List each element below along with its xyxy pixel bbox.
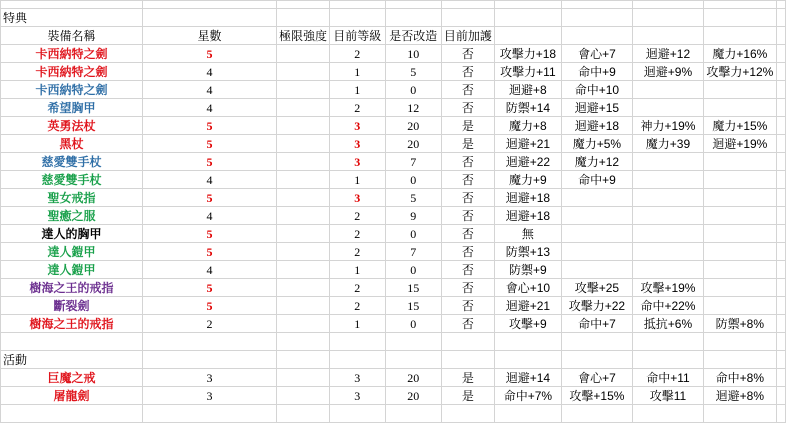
limit-strength-cell[interactable]: 3 xyxy=(330,117,386,135)
empty-cell[interactable] xyxy=(561,1,632,9)
buff-cell[interactable]: 攻擊力+18 xyxy=(494,45,561,63)
modified-cell[interactable]: 否 xyxy=(441,99,494,117)
empty-cell[interactable] xyxy=(776,387,785,405)
modified-cell[interactable]: 否 xyxy=(441,81,494,99)
buff-cell[interactable] xyxy=(633,225,704,243)
modified-cell[interactable]: 是 xyxy=(441,387,494,405)
stars-cell[interactable]: 5 xyxy=(142,135,276,153)
empty-cell[interactable] xyxy=(494,405,561,423)
section-row xyxy=(1,351,786,369)
empty-cell[interactable] xyxy=(561,333,632,351)
empty-cell[interactable] xyxy=(776,45,785,63)
modified-cell[interactable]: 否 xyxy=(441,45,494,63)
table-row xyxy=(1,279,786,297)
buff-cell[interactable] xyxy=(561,207,632,225)
spacer-cell[interactable] xyxy=(277,63,330,81)
empty-cell[interactable] xyxy=(277,351,330,369)
buff-cell[interactable]: 防禦+9 xyxy=(494,261,561,279)
current-level-cell[interactable]: 5 xyxy=(385,189,441,207)
equipment-name-cell[interactable]: 樹海之王的戒指 xyxy=(1,279,143,297)
empty-cell[interactable] xyxy=(142,333,276,351)
empty-cell[interactable] xyxy=(142,405,276,423)
table-row xyxy=(1,63,786,81)
spacer-cell[interactable] xyxy=(277,117,330,135)
empty-cell[interactable] xyxy=(776,279,785,297)
limit-strength-cell[interactable]: 1 xyxy=(330,171,386,189)
stars-cell[interactable]: 5 xyxy=(142,153,276,171)
spacer-cell[interactable] xyxy=(277,225,330,243)
spacer-cell[interactable] xyxy=(277,261,330,279)
spacer-cell[interactable] xyxy=(277,99,330,117)
spacer-cell[interactable] xyxy=(277,81,330,99)
buff-cell[interactable]: 會心+7 xyxy=(561,45,632,63)
buff-cell[interactable]: 會心+7 xyxy=(561,369,632,387)
buff-cell[interactable] xyxy=(703,171,776,189)
empty-cell[interactable] xyxy=(776,315,785,333)
empty-cell[interactable] xyxy=(441,351,494,369)
stars-cell[interactable]: 3 xyxy=(142,387,276,405)
current-level-cell[interactable]: 20 xyxy=(385,387,441,405)
stars-cell[interactable]: 4 xyxy=(142,207,276,225)
buff-cell[interactable]: 防禦+14 xyxy=(494,99,561,117)
buff-cell[interactable]: 防禦+13 xyxy=(494,243,561,261)
table-row xyxy=(1,189,786,207)
empty-cell[interactable] xyxy=(633,405,704,423)
modified-cell[interactable]: 是 xyxy=(441,135,494,153)
empty-cell[interactable] xyxy=(776,9,785,27)
equipment-name-cell[interactable]: 黑杖 xyxy=(1,135,143,153)
current-level-cell[interactable]: 0 xyxy=(385,171,441,189)
empty-cell[interactable] xyxy=(633,9,704,27)
empty-cell[interactable] xyxy=(703,351,776,369)
section-row xyxy=(1,9,786,27)
current-level-cell[interactable]: 20 xyxy=(385,369,441,387)
buff-cell[interactable]: 迴避+21 xyxy=(494,297,561,315)
buff-cell[interactable]: 命中+22% xyxy=(633,297,704,315)
limit-strength-cell[interactable]: 2 xyxy=(330,45,386,63)
buff-cell[interactable]: 迴避+15 xyxy=(561,99,632,117)
stars-cell[interactable]: 4 xyxy=(142,63,276,81)
empty-cell[interactable] xyxy=(330,351,386,369)
limit-strength-cell[interactable]: 3 xyxy=(330,135,386,153)
buff-cell[interactable]: 迴避+14 xyxy=(494,369,561,387)
current-level-cell[interactable]: 15 xyxy=(385,297,441,315)
buff-cell[interactable]: 迴避+8 xyxy=(494,81,561,99)
stars-cell[interactable]: 4 xyxy=(142,171,276,189)
empty-cell[interactable] xyxy=(776,333,785,351)
section-title-event[interactable]: 活動 xyxy=(1,351,143,369)
equipment-name-cell[interactable]: 達人的胸甲 xyxy=(1,225,143,243)
empty-cell[interactable] xyxy=(776,189,785,207)
table-row xyxy=(1,117,786,135)
table-row xyxy=(1,135,786,153)
empty-cell[interactable] xyxy=(776,171,785,189)
spacer-cell[interactable] xyxy=(277,171,330,189)
table-row xyxy=(1,81,786,99)
limit-strength-cell[interactable]: 3 xyxy=(330,387,386,405)
empty-cell[interactable] xyxy=(776,297,785,315)
empty-cell[interactable] xyxy=(703,1,776,9)
empty-cell[interactable] xyxy=(330,9,386,27)
table-row xyxy=(1,99,786,117)
table-row xyxy=(1,387,786,405)
empty-cell[interactable] xyxy=(494,9,561,27)
empty-cell[interactable] xyxy=(776,135,785,153)
empty-cell[interactable] xyxy=(441,1,494,9)
buff-cell[interactable] xyxy=(561,261,632,279)
buff-cell[interactable]: 攻擊11 xyxy=(633,387,704,405)
modified-cell[interactable]: 是 xyxy=(441,369,494,387)
stars-cell[interactable]: 5 xyxy=(142,117,276,135)
buff-cell[interactable]: 迴避+8% xyxy=(703,387,776,405)
table-row xyxy=(1,171,786,189)
table-row xyxy=(1,243,786,261)
spacer-cell[interactable] xyxy=(277,207,330,225)
buff-cell[interactable]: 防禦+8% xyxy=(703,315,776,333)
empty-cell[interactable] xyxy=(330,1,386,9)
limit-strength-cell[interactable]: 3 xyxy=(330,189,386,207)
buff-cell[interactable]: 命中+11 xyxy=(633,369,704,387)
spacer-cell[interactable] xyxy=(277,243,330,261)
section-title-special[interactable]: 特典 xyxy=(1,9,143,27)
modified-cell[interactable]: 是 xyxy=(441,117,494,135)
buff-cell[interactable]: 攻擊+25 xyxy=(561,279,632,297)
modified-cell[interactable]: 否 xyxy=(441,261,494,279)
modified-cell[interactable]: 否 xyxy=(441,297,494,315)
buff-cell[interactable]: 命中+10 xyxy=(561,81,632,99)
buff-cell[interactable] xyxy=(561,225,632,243)
stars-cell[interactable]: 5 xyxy=(142,279,276,297)
empty-cell[interactable] xyxy=(561,9,632,27)
equipment-name-cell[interactable]: 卡西納特之劍 xyxy=(1,63,143,81)
buff-cell[interactable] xyxy=(633,153,704,171)
empty-cell[interactable] xyxy=(776,261,785,279)
empty-cell[interactable] xyxy=(277,405,330,423)
stars-cell[interactable]: 5 xyxy=(142,297,276,315)
stars-cell[interactable]: 2 xyxy=(142,315,276,333)
buff-cell[interactable]: 迴避+18 xyxy=(494,207,561,225)
empty-cell[interactable] xyxy=(494,1,561,9)
limit-strength-cell[interactable]: 2 xyxy=(330,279,386,297)
buff-cell[interactable]: 迴避+18 xyxy=(561,117,632,135)
empty-cell[interactable] xyxy=(776,63,785,81)
empty-cell[interactable] xyxy=(441,405,494,423)
empty-cell[interactable] xyxy=(441,333,494,351)
buff-cell[interactable]: 攻擊+15% xyxy=(561,387,632,405)
equipment-name-cell[interactable]: 達人鎧甲 xyxy=(1,243,143,261)
current-level-cell[interactable]: 0 xyxy=(385,81,441,99)
empty-cell[interactable] xyxy=(703,405,776,423)
empty-cell[interactable] xyxy=(561,351,632,369)
empty-cell[interactable] xyxy=(633,27,704,45)
empty-cell[interactable] xyxy=(703,9,776,27)
empty-cell[interactable] xyxy=(776,99,785,117)
column-header-0[interactable]: 裝備名稱 xyxy=(1,27,143,45)
current-level-cell[interactable]: 7 xyxy=(385,243,441,261)
empty-cell[interactable] xyxy=(330,405,386,423)
equipment-name-cell[interactable]: 慈愛雙手杖 xyxy=(1,171,143,189)
stars-cell[interactable]: 4 xyxy=(142,81,276,99)
stars-cell[interactable]: 5 xyxy=(142,189,276,207)
stars-cell[interactable]: 5 xyxy=(142,243,276,261)
buff-cell[interactable]: 攻擊力+22 xyxy=(561,297,632,315)
column-header-1[interactable]: 星數 xyxy=(142,27,276,45)
buff-cell[interactable] xyxy=(703,153,776,171)
buff-cell[interactable]: 抵抗+6% xyxy=(633,315,704,333)
empty-cell[interactable] xyxy=(776,27,785,45)
equipment-name-cell[interactable]: 達人鎧甲 xyxy=(1,261,143,279)
buff-cell[interactable]: 魔力+15% xyxy=(703,117,776,135)
buff-cell[interactable] xyxy=(703,261,776,279)
buff-cell[interactable]: 攻擊力+12% xyxy=(703,63,776,81)
stars-cell[interactable]: 5 xyxy=(142,45,276,63)
table-row xyxy=(1,45,786,63)
buff-cell[interactable]: 魔力+12 xyxy=(561,153,632,171)
current-level-cell[interactable]: 5 xyxy=(385,63,441,81)
buff-cell[interactable]: 命中+9 xyxy=(561,63,632,81)
spacer-cell[interactable] xyxy=(277,135,330,153)
empty-cell[interactable] xyxy=(776,369,785,387)
buff-cell[interactable]: 迴避+12 xyxy=(633,45,704,63)
empty-cell[interactable] xyxy=(776,1,785,9)
modified-cell[interactable]: 否 xyxy=(441,189,494,207)
sheet-row xyxy=(1,333,786,351)
buff-cell[interactable]: 命中+7 xyxy=(561,315,632,333)
equipment-name-cell[interactable]: 聖癒之服 xyxy=(1,207,143,225)
buff-cell[interactable] xyxy=(633,243,704,261)
empty-cell[interactable] xyxy=(385,9,441,27)
table-row xyxy=(1,153,786,171)
buff-cell[interactable] xyxy=(703,207,776,225)
current-level-cell[interactable]: 7 xyxy=(385,153,441,171)
buff-cell[interactable] xyxy=(703,189,776,207)
sheet-row xyxy=(1,405,786,423)
column-header-4[interactable]: 是否改造 xyxy=(385,27,441,45)
modified-cell[interactable]: 否 xyxy=(441,243,494,261)
empty-cell[interactable] xyxy=(385,1,441,9)
empty-cell[interactable] xyxy=(776,351,785,369)
empty-cell[interactable] xyxy=(142,9,276,27)
limit-strength-cell[interactable]: 2 xyxy=(330,297,386,315)
equipment-name-cell[interactable]: 卡西納特之劍 xyxy=(1,81,143,99)
buff-cell[interactable]: 魔力+8 xyxy=(494,117,561,135)
spacer-cell[interactable] xyxy=(277,387,330,405)
sheet-body xyxy=(1,1,786,423)
equipment-name-cell[interactable]: 斷裂劍 xyxy=(1,297,143,315)
table-row xyxy=(1,261,786,279)
buff-cell[interactable] xyxy=(703,81,776,99)
empty-cell[interactable] xyxy=(385,333,441,351)
empty-cell[interactable] xyxy=(277,9,330,27)
empty-cell[interactable] xyxy=(1,405,143,423)
buff-cell[interactable] xyxy=(561,243,632,261)
buff-cell[interactable]: 迴避+9% xyxy=(633,63,704,81)
spacer-cell[interactable] xyxy=(277,279,330,297)
modified-cell[interactable]: 否 xyxy=(441,63,494,81)
buff-cell[interactable]: 神力+19% xyxy=(633,117,704,135)
empty-cell[interactable] xyxy=(142,351,276,369)
equipment-name-cell[interactable]: 樹海之王的戒指 xyxy=(1,315,143,333)
empty-cell[interactable] xyxy=(1,1,143,9)
column-header-2[interactable]: 極限強度 xyxy=(277,27,330,45)
current-level-cell[interactable]: 12 xyxy=(385,99,441,117)
modified-cell[interactable]: 否 xyxy=(441,171,494,189)
spacer-cell[interactable] xyxy=(277,189,330,207)
equipment-name-cell[interactable]: 屠龍劍 xyxy=(1,387,143,405)
limit-strength-cell[interactable]: 1 xyxy=(330,63,386,81)
buff-cell[interactable]: 無 xyxy=(494,225,561,243)
buff-cell[interactable] xyxy=(633,99,704,117)
modified-cell[interactable]: 否 xyxy=(441,315,494,333)
current-level-cell[interactable]: 0 xyxy=(385,225,441,243)
header-row xyxy=(1,27,786,45)
stars-cell[interactable]: 5 xyxy=(142,225,276,243)
spacer-cell[interactable] xyxy=(277,153,330,171)
limit-strength-cell[interactable]: 3 xyxy=(330,369,386,387)
empty-cell[interactable] xyxy=(776,405,785,423)
column-header-3[interactable]: 目前等級 xyxy=(330,27,386,45)
empty-cell[interactable] xyxy=(277,333,330,351)
table-row xyxy=(1,297,786,315)
modified-cell[interactable]: 否 xyxy=(441,225,494,243)
empty-cell[interactable] xyxy=(703,27,776,45)
empty-cell[interactable] xyxy=(776,225,785,243)
buff-cell[interactable]: 迴避+22 xyxy=(494,153,561,171)
spacer-cell[interactable] xyxy=(277,369,330,387)
buff-cell[interactable]: 攻擊力+11 xyxy=(494,63,561,81)
empty-cell[interactable] xyxy=(330,333,386,351)
empty-cell[interactable] xyxy=(776,243,785,261)
table-row xyxy=(1,225,786,243)
buff-cell[interactable] xyxy=(703,225,776,243)
empty-cell[interactable] xyxy=(385,351,441,369)
empty-cell[interactable] xyxy=(776,153,785,171)
spacer-cell[interactable] xyxy=(277,315,330,333)
empty-cell[interactable] xyxy=(1,333,143,351)
sheet-row xyxy=(1,1,786,9)
empty-cell[interactable] xyxy=(142,1,276,9)
buff-cell[interactable] xyxy=(703,297,776,315)
empty-cell[interactable] xyxy=(385,405,441,423)
equipment-name-cell[interactable]: 希望胸甲 xyxy=(1,99,143,117)
buff-cell[interactable] xyxy=(633,81,704,99)
modified-cell[interactable]: 否 xyxy=(441,207,494,225)
buff-cell[interactable]: 魔力+9 xyxy=(494,171,561,189)
buff-cell[interactable] xyxy=(633,261,704,279)
buff-cell[interactable]: 迴避+19% xyxy=(703,135,776,153)
equipment-name-cell[interactable]: 聖女戒指 xyxy=(1,189,143,207)
current-level-cell[interactable]: 10 xyxy=(385,45,441,63)
stars-cell[interactable]: 4 xyxy=(142,99,276,117)
table-row xyxy=(1,315,786,333)
current-level-cell[interactable]: 9 xyxy=(385,207,441,225)
buff-cell[interactable] xyxy=(561,189,632,207)
empty-cell[interactable] xyxy=(776,117,785,135)
current-level-cell[interactable]: 15 xyxy=(385,279,441,297)
spacer-cell[interactable] xyxy=(277,45,330,63)
stars-cell[interactable]: 4 xyxy=(142,261,276,279)
buff-cell[interactable] xyxy=(633,171,704,189)
modified-cell[interactable]: 否 xyxy=(441,153,494,171)
buff-cell[interactable]: 魔力+16% xyxy=(703,45,776,63)
empty-cell[interactable] xyxy=(776,81,785,99)
current-level-cell[interactable]: 0 xyxy=(385,315,441,333)
empty-cell[interactable] xyxy=(703,333,776,351)
buff-cell[interactable]: 會心+10 xyxy=(494,279,561,297)
limit-strength-cell[interactable]: 2 xyxy=(330,207,386,225)
empty-cell[interactable] xyxy=(494,351,561,369)
buff-cell[interactable] xyxy=(633,207,704,225)
spacer-cell[interactable] xyxy=(277,297,330,315)
current-level-cell[interactable]: 20 xyxy=(385,135,441,153)
limit-strength-cell[interactable]: 2 xyxy=(330,225,386,243)
buff-cell[interactable]: 魔力+39 xyxy=(633,135,704,153)
equipment-name-cell[interactable]: 英勇法杖 xyxy=(1,117,143,135)
current-level-cell[interactable]: 20 xyxy=(385,117,441,135)
empty-cell[interactable] xyxy=(561,405,632,423)
limit-strength-cell[interactable]: 1 xyxy=(330,81,386,99)
buff-cell[interactable]: 迴避+21 xyxy=(494,135,561,153)
table-row xyxy=(1,207,786,225)
buff-cell[interactable]: 迴避+18 xyxy=(494,189,561,207)
current-level-cell[interactable]: 0 xyxy=(385,261,441,279)
limit-strength-cell[interactable]: 2 xyxy=(330,99,386,117)
empty-cell[interactable] xyxy=(633,333,704,351)
limit-strength-cell[interactable]: 1 xyxy=(330,261,386,279)
buff-cell[interactable] xyxy=(703,243,776,261)
buff-cell[interactable] xyxy=(703,99,776,117)
buff-cell[interactable]: 命中+8% xyxy=(703,369,776,387)
empty-cell[interactable] xyxy=(633,351,704,369)
equipment-name-cell[interactable]: 慈愛雙手杖 xyxy=(1,153,143,171)
limit-strength-cell[interactable]: 1 xyxy=(330,315,386,333)
empty-cell[interactable] xyxy=(494,333,561,351)
empty-cell[interactable] xyxy=(277,1,330,9)
buff-cell[interactable] xyxy=(703,279,776,297)
equipment-name-cell[interactable]: 巨魔之戒 xyxy=(1,369,143,387)
empty-cell[interactable] xyxy=(561,27,632,45)
modified-cell[interactable]: 否 xyxy=(441,279,494,297)
empty-cell[interactable] xyxy=(633,1,704,9)
stars-cell[interactable]: 3 xyxy=(142,369,276,387)
table-row xyxy=(1,369,786,387)
empty-cell[interactable] xyxy=(494,27,561,45)
buff-cell[interactable]: 魔力+5% xyxy=(561,135,632,153)
empty-cell[interactable] xyxy=(441,9,494,27)
buff-cell[interactable] xyxy=(633,189,704,207)
empty-cell[interactable] xyxy=(776,207,785,225)
buff-cell[interactable]: 命中+7% xyxy=(494,387,561,405)
limit-strength-cell[interactable]: 3 xyxy=(330,153,386,171)
buff-cell[interactable]: 攻擊+19% xyxy=(633,279,704,297)
column-header-5[interactable]: 目前加護 xyxy=(441,27,494,45)
limit-strength-cell[interactable]: 2 xyxy=(330,243,386,261)
equipment-name-cell[interactable]: 卡西納特之劍 xyxy=(1,45,143,63)
buff-cell[interactable]: 攻擊+9 xyxy=(494,315,561,333)
buff-cell[interactable]: 命中+9 xyxy=(561,171,632,189)
